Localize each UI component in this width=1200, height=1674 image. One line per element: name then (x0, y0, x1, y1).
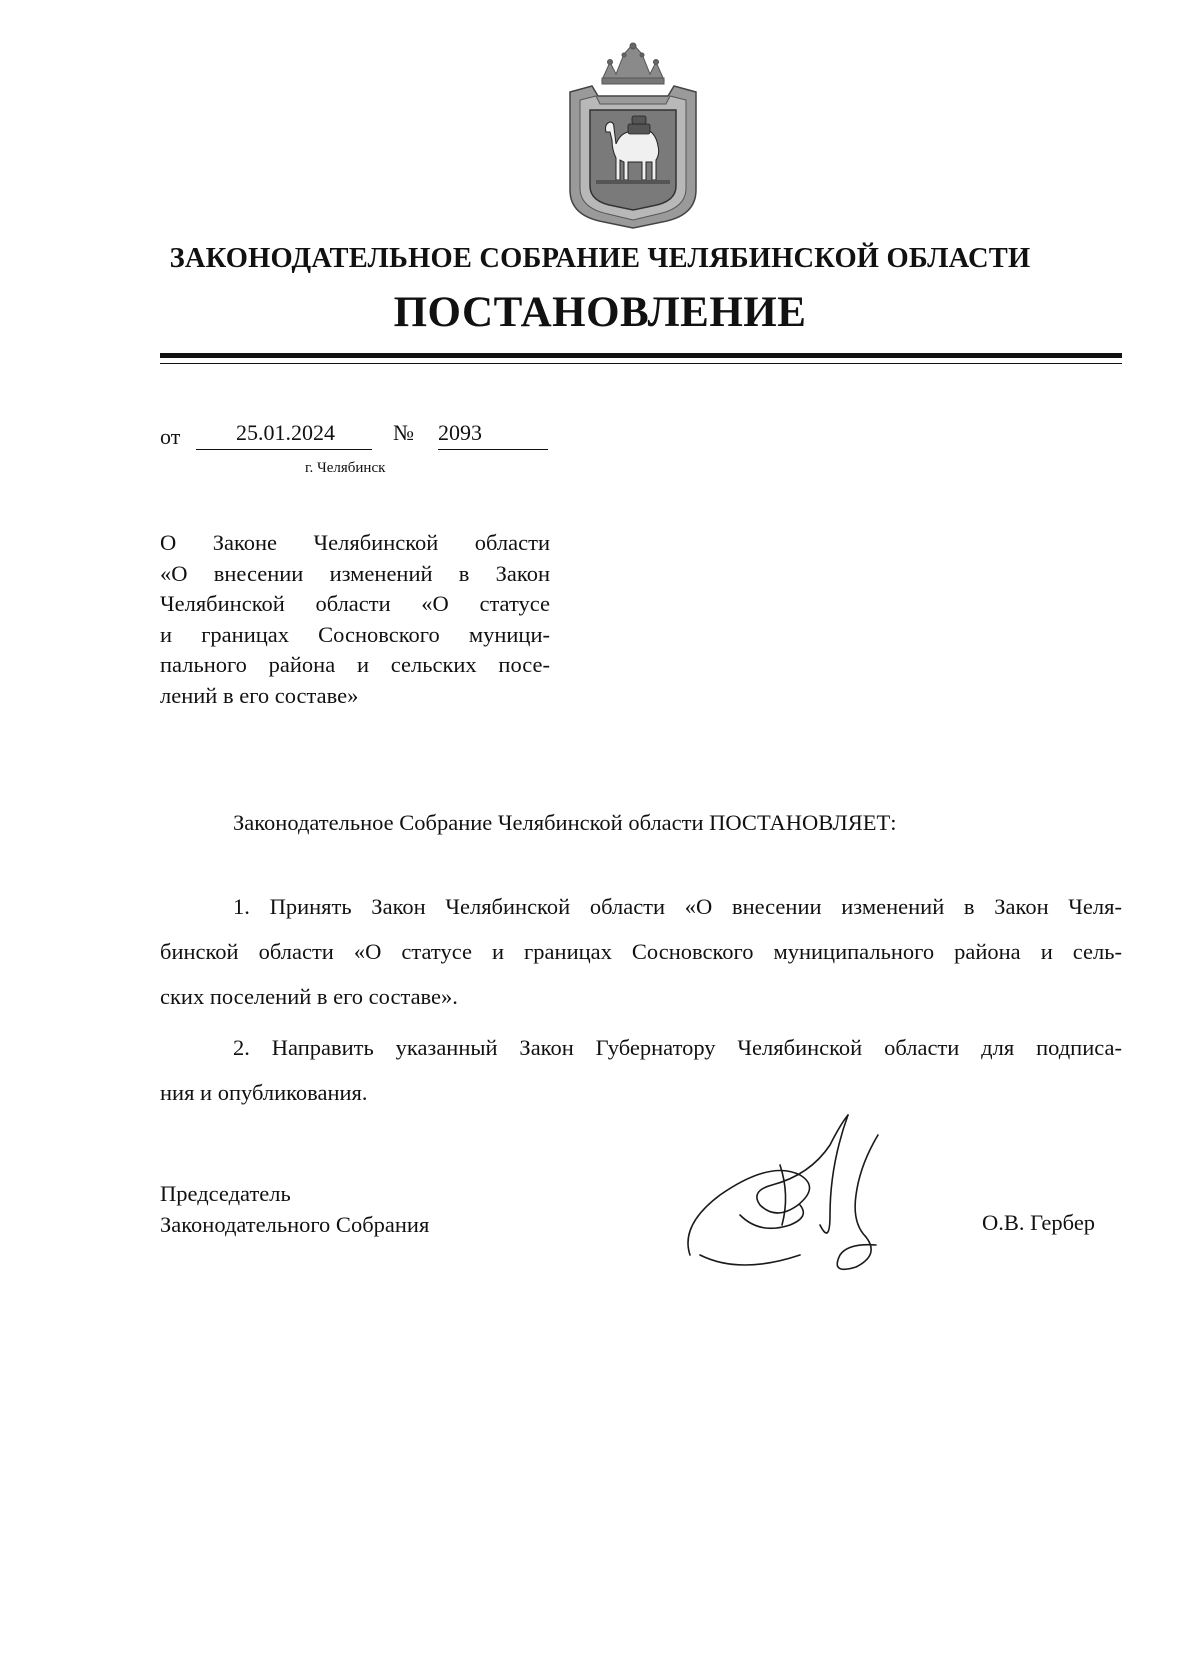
subject-line: Челябинской области «О статусе (160, 591, 550, 616)
header-rule-thin (160, 363, 1122, 364)
paragraph-line: бинской области «О статусе и границах Сосновского муниципального района и сель- (160, 939, 1122, 964)
document-city: г. Челябинск (305, 460, 386, 476)
paragraph-line: 2. Направить указанный Закон Губернатору Челябинской области для подписа- (233, 1035, 1122, 1060)
signer-title-line-2: Законодательного Собрания (160, 1212, 430, 1237)
paragraph-line: ских поселений в его составе». (160, 984, 458, 1009)
signer-title (160, 1178, 429, 1240)
resolution-paragraph-1 (160, 884, 1122, 1019)
organization-title: ЗАКОНОДАТЕЛЬНОЕ СОБРАНИЕ ЧЕЛЯБИНСКОЙ ОБЛАСТИ (169, 243, 1031, 274)
number-underline (438, 449, 548, 450)
document-subject (160, 528, 550, 711)
signer-title-line-1: Председатель (160, 1181, 291, 1206)
subject-line: и границах Сосновского муници- (160, 621, 550, 647)
subject-line: лений в его составе» (160, 682, 359, 708)
resolution-preamble: Законодательное Собрание Челябинской области ПОСТАНОВЛЯЕТ: (233, 810, 897, 835)
document-type-heading: ПОСТАНОВЛЕНИЕ (393, 289, 807, 336)
paragraph-line: 1. Принять Закон Челябинской области «О внесении изменений в Закон Челя- (233, 894, 1122, 919)
subject-line: пального района и сельских посе- (160, 652, 550, 677)
subject-line: О Законе Челябинской области (160, 530, 550, 555)
handwritten-signature-icon (680, 1105, 910, 1275)
signer-name: О.В. Гербер (982, 1210, 1096, 1235)
document-meta (160, 420, 580, 454)
resolution-paragraph-2 (160, 1025, 1122, 1115)
document-date: 25.01.2024 (236, 420, 335, 445)
date-underline (196, 449, 372, 450)
header-rule-thick (160, 353, 1122, 358)
subject-line: «О внесении изменений в Закон (160, 560, 550, 586)
number-label: № (393, 420, 414, 445)
paragraph-line: ния и опубликования. (160, 1080, 368, 1105)
document-number: 2093 (438, 420, 482, 445)
coat-of-arms-emblem (562, 40, 704, 230)
date-from-label: от (160, 424, 181, 449)
